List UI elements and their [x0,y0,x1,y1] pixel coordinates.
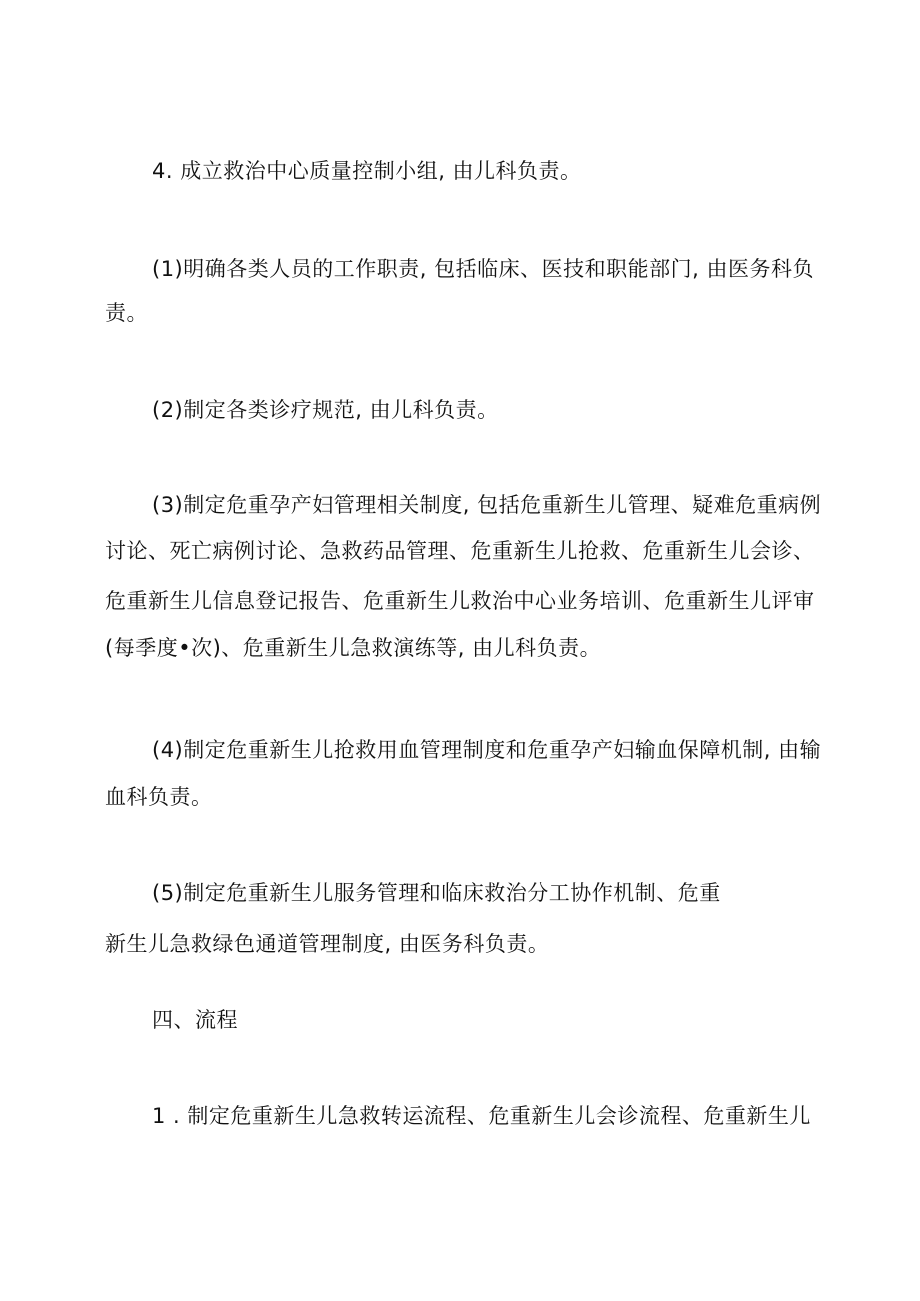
item-4b-text-cont: 血科负责。 [105,785,213,809]
item-1-text-cont: 责。 [105,301,148,325]
item-3-text-cont-1: 讨论、死亡病例讨论、急救药品管理、危重新生儿抢救、危重新生儿会诊、 [105,539,815,563]
item-5-text: (5)制定危重新生儿服务管理和临床救治分工协作机制、危重 [152,881,721,905]
item-1-text: (1)明确各类人员的工作职责, 包括临床、医技和职能部门, 由医务科负 [152,257,814,281]
item-5-text-cont: 新生儿急救绿色通道管理制度, 由医务科负责。 [105,932,550,956]
item-4b-text: (4)制定危重新生儿抢救用血管理制度和危重孕产妇输血保障机制, 由输 [152,738,822,762]
process-item-1-text: 1 . 制定危重新生儿急救转运流程、危重新生儿会诊流程、危重新生儿 [152,1104,811,1128]
item-3-text-cont-3: (每季度•次)、危重新生儿急救演练等, 由儿科负责。 [105,636,602,660]
item-4-text: 4. 成立救治中心质量控制小组, 由儿科负责。 [152,159,582,183]
section-heading-process: 四、流程 [152,1008,238,1032]
item-3-text: (3)制定危重孕产妇管理相关制度, 包括危重新生儿管理、疑难危重病例 [152,493,822,517]
item-3-text-cont-2: 危重新生儿信息登记报告、危重新生儿救治中心业务培训、危重新生儿评审 [105,589,815,613]
item-2-text: (2)制定各类诊疗规范, 由儿科负责。 [152,398,499,422]
